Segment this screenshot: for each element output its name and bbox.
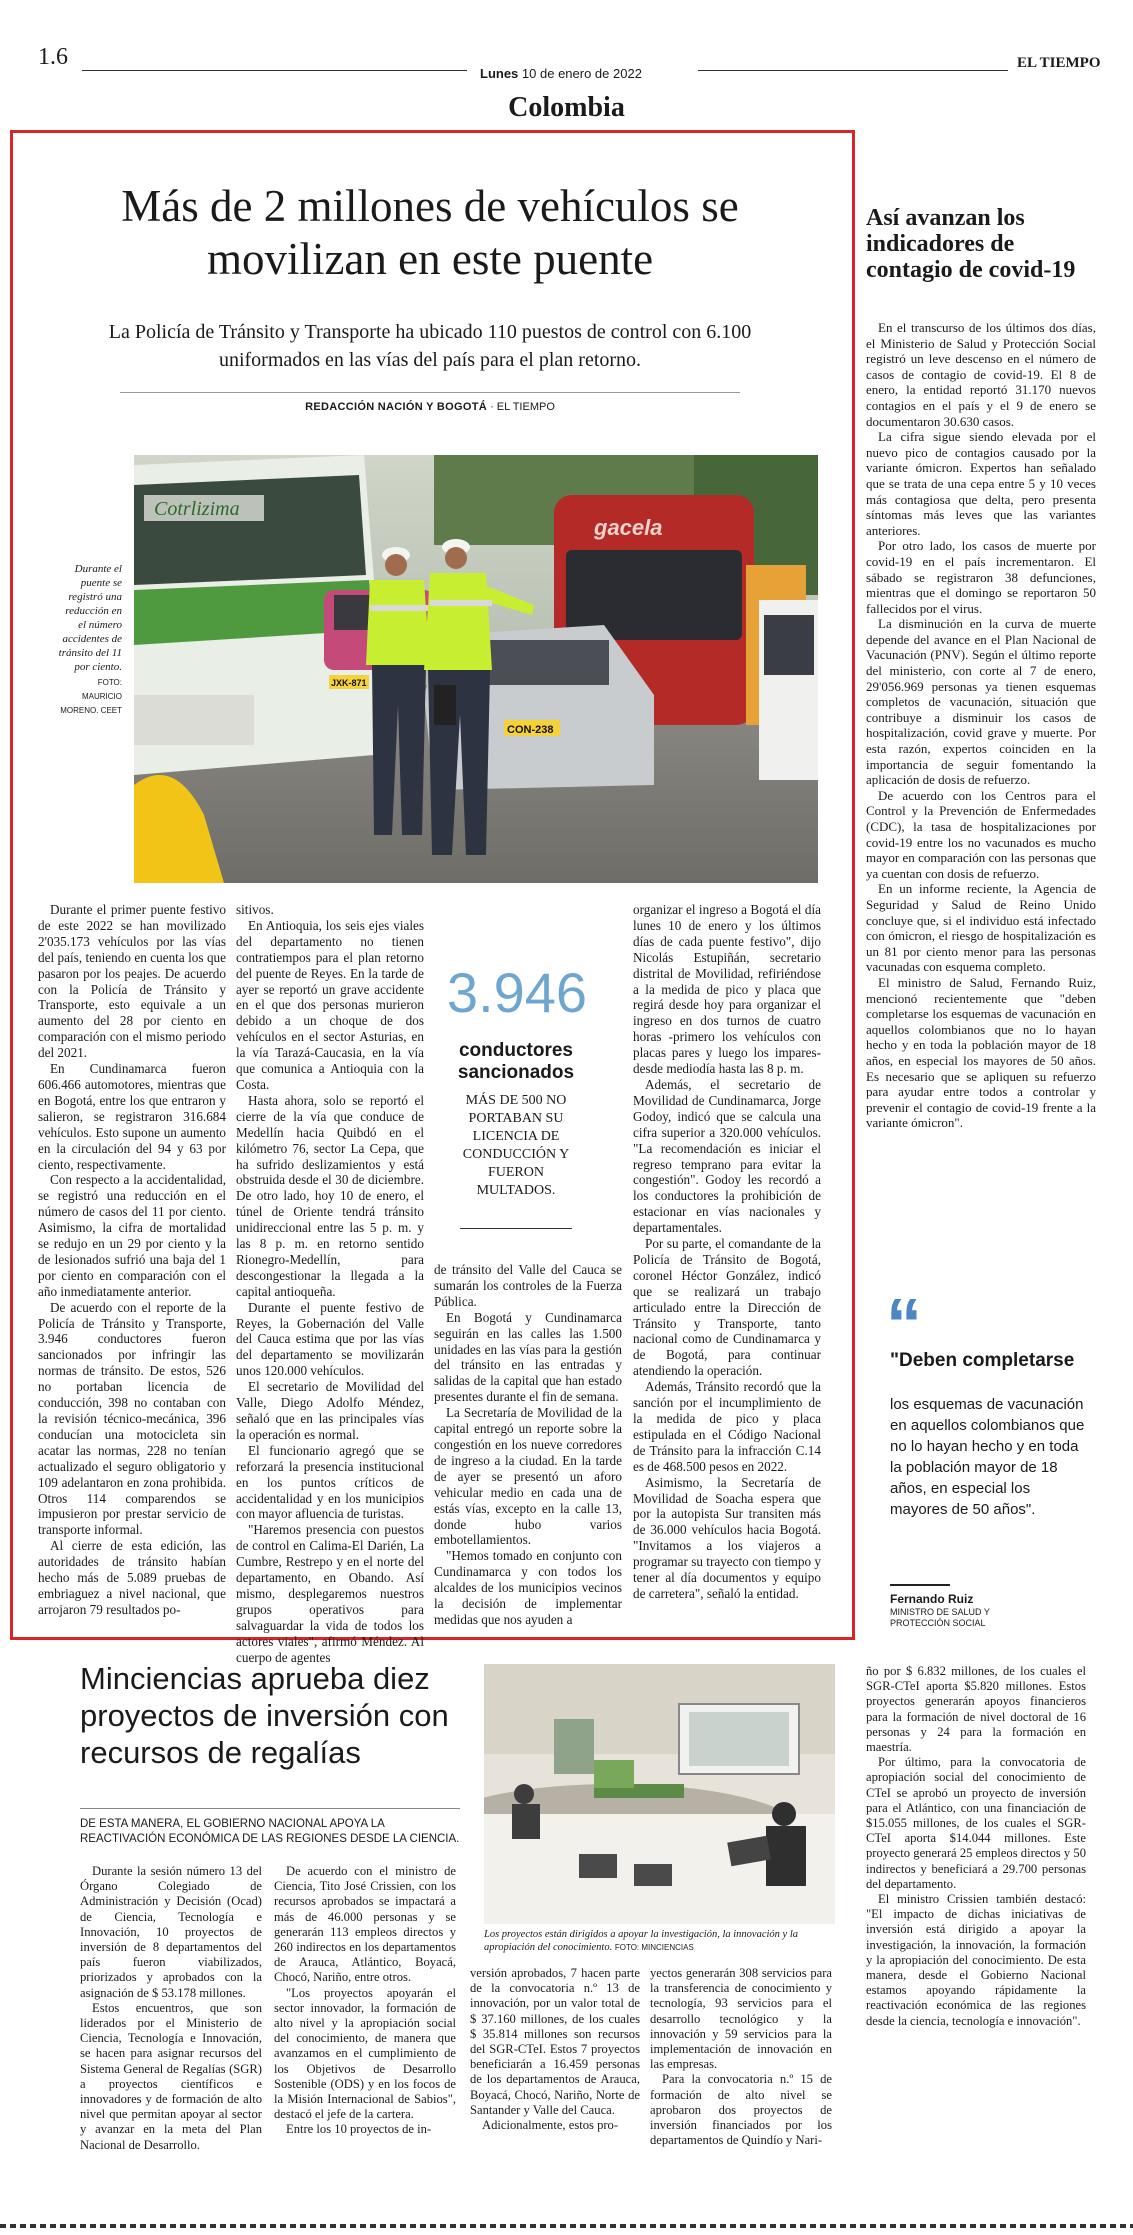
sidebar-body — [866, 320, 1096, 1131]
bus-sign-2: gacela — [594, 515, 663, 540]
story2-column-2 — [274, 1864, 456, 2138]
paragraph: Durante la sesión número 13 del Órgano Colegiado de Administración y Decisión (Ocad) de Ciencia, Tecnología e Innovación, 10 proyectos de inversión de 8 departamentos del país fueron viabilizados, priorizados y aprobados con la asignación de $ 53.178 millones. — [80, 1864, 262, 2000]
main-column-1 — [38, 902, 226, 1618]
pull-quote-name: Fernando Ruiz — [890, 1592, 974, 1606]
paragraph: "Hemos tomado en conjunto con Cundinamarca y con todos los alcaldes de los municipios vecinos la decisión de implementar medidas que nos ayuden a — [434, 1548, 622, 1627]
story2-photo-caption — [484, 1928, 835, 1954]
section-title: Colombia — [508, 92, 625, 123]
brand-logo: EL TIEMPO — [1017, 55, 1101, 71]
story2-column-3 — [470, 1966, 640, 2133]
paragraph: De acuerdo con los Centros para el Control y la Prevención de Enfermedades (CDC), la tasa de hospitalizaciones por covid-19 entre los no vacunados es mucho mayor en comparación con las personas que ya cuentan con dosis de refuerzo. — [866, 787, 1096, 881]
paragraph: Al cierre de esta edición, las autoridades de tránsito habían hecho más de 5.089 pruebas de embriaguez a nivel nacional, que arrojaron 79 resultados po- — [38, 1538, 226, 1617]
paragraph: En Cundinamarca fueron 606.466 automotores, mientras que en Bogotá, entre los que entraron y salieron, se registraron 316.684 vehículos. Esto supone un aumento en la circulación del 94 y 63 por ciento, respectivamente. — [38, 1061, 226, 1172]
page-number: 1.6 — [38, 44, 68, 70]
paragraph: Hasta ahora, solo se reportó el cierre de la vía que conduce de Medellín hacia Quibdó en el kilómetro 76, sector La Cepa, que ha sufrido deslizamientos y está obstruida desde el 30 de diciembre. De otro lado, hoy 10 de enero, el túnel de Oriente tendrá tránsito unidireccional entre las 5 p. m. y las 8 p. m. en retorno sentido Rionegro-Medellín, para descongestionar la llegada a la capital antioqueña. — [236, 1092, 424, 1299]
paragraph: El secretario de Movilidad del Valle, Diego Adolfo Méndez, señaló que en las principales vías la operación es normal. — [236, 1379, 424, 1442]
paragraph: Durante el primer puente festivo de este 2022 se han movilizado 2'035.173 vehículos por las vías del país, teniendo en cuenta los que pasaron por los peajes. De acuerdo con la Policía de Tránsito y Transporte, esto equivale a un aumento del 28 por ciento en comparación con el mismo periodo del 2021. — [38, 902, 226, 1061]
main-deck: La Policía de Tránsito y Transporte ha ubicado 110 puestos de control con 6.100 uniformados en las vías del país para el plan retorno. — [108, 321, 752, 371]
paragraph: El ministro Crissien también destacó: "El impacto de dichas iniciativas de inversión está dirigido a apoyar la investigación, la innovación, la formación y la apropiación del conocimiento. De esta manera, desde el Gobierno Nacional estamos apoyando rápidamente la reactivación económica de las regiones desde la ciencia, tecnología e innovación". — [866, 1892, 1086, 2028]
byline — [120, 392, 740, 413]
paragraph: En el transcurso de los últimos dos días, el Ministerio de Salud y Protección Social registró un leve descenso en el número de casos de contagio de covid-19. El 8 de enero, la entidad reportó 31.170 nuevos contagios en el país y el 9 de enero se documentaron 30.630 casos. — [866, 320, 1096, 429]
main-headline: Más de 2 millones de vehículos se movilizan en este puente — [121, 181, 739, 284]
paragraph: de tránsito del Valle del Cauca se sumarán los controles de la Fuerza Pública. — [434, 1262, 622, 1309]
story2-column-5 — [866, 1664, 1086, 2029]
pull-quote-title: "Deben completarse — [890, 1350, 1075, 1371]
header-rule-left — [82, 70, 467, 71]
paragraph: Para la convocatoria n.º 15 de formación de alto nivel se aprobaron dos proyectos de inversión financiados por los departamentos de Quindío y Nari- — [650, 2072, 832, 2148]
byline-outlet: · EL TIEMPO — [490, 401, 555, 413]
story2-deck: DE ESTA MANERA, EL GOBIERNO NACIONAL APOYA LA REACTIVACIÓN ECONÓMICA DE LAS REGIONES DESDE LA CIENCIA. — [80, 1808, 460, 1847]
plate-2: CON-238 — [507, 724, 554, 736]
paragraph: El funcionario agregó que se reforzará la presencia institucional en los puntos críticos de accidentalidad y en los municipios con mayor afluencia de turistas. — [236, 1442, 424, 1522]
paragraph: En un informe reciente, la Agencia de Seguridad y Salud de Reino Unido concluye que, si el individuo está infectado con ómicron, el riesgo de hospitalización es un 81 por ciento menor para las personas vacunadas con esquema completo. — [866, 881, 1096, 975]
page-edge — [0, 2224, 1133, 2228]
paragraph: Con respecto a la accidentalidad, se registró una reducción en el número de casos del 11 por ciento. Asimismo, la cifra de mortalidad se redujo en un 29 por ciento y la de lesionados sufrió una baja del 1 por ciento en comparación con el año inmediatamente anterior. — [38, 1172, 226, 1299]
photo-credit: FOTO: MAURICIO MORENO. CEET — [60, 678, 122, 715]
pull-quote-body: los esquemas de vacunación en aquellos colombianos que no lo hayan hecho y en toda la población mayor de 18 años, en especial los mayores de 50 años". — [890, 1396, 1085, 1518]
pull-quote-role: MINISTRO DE SALUD Y PROTECCIÓN SOCIAL — [890, 1607, 990, 1628]
date-rest: 10 de enero de 2022 — [521, 66, 642, 81]
paragraph: organizar el ingreso a Bogotá el día lunes 10 de enero y los últimos días de cada puente festivo", dijo Nicolás Estupiñán, secretario distrital de Movilidad, refiriéndose a la medida de pico y placa que regirá desde hoy para organizar el ingreso en dos turnos de cuatro horas -primero los vehículos con placas pares y luego los impares- desde mediodía hasta las 8 p. m. — [633, 902, 821, 1077]
traffic-police-photo — [134, 455, 818, 883]
meeting-illustration — [484, 1664, 835, 1924]
stat-label: conductores sancionados — [457, 1040, 575, 1083]
story2-photo-credit: FOTO: MINCIENCIAS — [614, 1943, 694, 1952]
traffic-police-illustration — [134, 455, 818, 883]
dateline — [480, 66, 642, 81]
story2-column-4 — [650, 1966, 832, 2148]
story2-column-1 — [80, 1864, 262, 2153]
main-column-3 — [434, 1262, 622, 1628]
paragraph: La disminución en la curva de muerte depende del avance en el Plan Nacional de Vacunación (PNV). Según el último reporte del ministerio, con corte al 7 de enero, 29'056.969 personas ya tienen esquemas completos de vacunación, situación que contribuye a disminuir los casos de hospitalización, covid grave y muerte. Por esta razón, expertos coinciden en la importancia de seguir fomentando la aplicación de dosis de refuerzo. — [866, 616, 1096, 788]
stat-rule — [460, 1228, 572, 1229]
paragraph: Estos encuentros, que son liderados por el Ministerio de Ciencia, Tecnología e Innovación, se hacen para asignar recursos del Sistema General de Regalías (SGR) a proyectos científicos e innovadores y de formación de alto nivel que permitan apoyar al sector y avanzar en la meta del Plan Nacional de Desarrollo. — [80, 2000, 262, 2152]
paragraph: Asimismo, la Secretaría de Movilidad de Soacha espera que por la autopista Sur transiten más de 36.000 vehículos hacia Bogotá. "Invitamos a los viajeros a programar su trayecto con tiempo y tener al día documentos y equipo de carretera", señaló la entidad. — [633, 1474, 821, 1601]
header-rule-right — [698, 70, 1008, 71]
plate-1: JXK-871 — [331, 678, 367, 688]
main-column-2 — [236, 902, 424, 1666]
photo-caption-text: Durante el puente se registró una reducción en el número accidentes de tránsito del 11 por ciento. — [58, 563, 122, 673]
paragraph: Durante el puente festivo de Reyes, la Gobernación del Valle del Cauca estima que por las vías del departamento se movilizarán unos 120.000 vehículos. — [236, 1299, 424, 1379]
sidebar-title: Así avanzan los indicadores de contagio de covid-19 — [866, 205, 1076, 283]
meeting-photo — [484, 1664, 835, 1924]
stat-number: 3.946 — [446, 961, 588, 1024]
main-column-4 — [633, 902, 821, 1602]
paragraph: El ministro de Salud, Fernando Ruiz, mencionó recientemente que "deben completarse los esquemas de vacunación en aquellos colombianos que no lo hayan hecho y en toda la población mayor de 18 años, en especial los mayores de 50 años. Es necesario que se apliquen su refuerzo para ayudar entre todos a controlar y prevenir el contagio de covid-19 frente a la variante ómicron". — [866, 974, 1096, 1131]
paragraph: La Secretaría de Movilidad de la capital entregó un reporte sobre la congestión en los nueve corredores de ingreso a la ciudad. En la tarde de ayer se presentó un aforo vehicular medio en cada una de estás vías, excepto en la calle 13, donde hubo varios embotellamientos. — [434, 1405, 622, 1548]
story2-headline: Minciencias aprueba diez proyectos de inversión con recursos de regalías — [80, 1661, 449, 1770]
paragraph: "Los proyectos apoyarán el sector innovador, la formación de alto nivel y la apropiación social del conocimiento, de manera que avanzamos en el cumplimiento de los Objetivos de Desarrollo Sostenible (ODS) y en los focos de la Misión Internacional de Sabios", destacó el jefe de la cartera. — [274, 1985, 456, 2122]
paragraph: Adicionalmente, estos pro- — [482, 2118, 619, 2133]
pull-quote-rule — [890, 1584, 950, 1586]
paragraph: versión aprobados, 7 hacen parte de la convocatoria n.º 13 de innovación, por un valor total de $ 37.160 millones, de los cuales $ 35.814 millones son recursos del SGR-CTeI. Estos 7 proyectos beneficiarán a 16.459 personas de los departamentos de Arauca, Boyacá, Chocó, Nariño, Norte de Santander y Valle del Cauca. — [470, 1966, 640, 2117]
paragraph: Entre los 10 proyectos de in- — [286, 2122, 432, 2137]
paragraph: En Bogotá y Cundinamarca seguirán en las calles las 1.500 unidades en las vías para la gestión del tránsito en las entradas y salidas de la capital que han estado presentes durante el fin de semana. — [434, 1309, 622, 1405]
paragraph: Por último, para la convocatoria de apropiación social del conocimiento de CTeI se aprobó un proyecto de inversión para el Atlántico, con una financiación de $15.055 millones, de los cuales el SGR-CTeI aporta $14.044 millones. Este proyecto generará 25 empleos directos y 50 indirectos y beneficiará a 29.700 personas del departamento. — [866, 1755, 1086, 1891]
photo-caption — [58, 562, 122, 718]
paragraph: De acuerdo con el ministro de Ciencia, Tito José Crissien, con los recursos aprobados se impactará a más de 46.000 personas y se generarán 113 empleos directos y 260 indirectos en los departamentos de Arauca, Atlántico, Boyacá, Chocó, Nariño, entre otros. — [274, 1864, 456, 1985]
paragraph: En Antioquia, los seis ejes viales del departamento no tienen contratiempos para el plan retorno del puente de Reyes. En la tarde de ayer se reportó un grave accidente en el que dos personas murieron debido a un choque de dos vehículos en el sector Asturias, en la vía Tarazá-Caucasia, en la vía que comunica a Antioquia con la Costa. — [236, 917, 424, 1092]
paragraph: sitivos. — [236, 902, 274, 917]
paragraph: "Haremos presencia con puestos de control en Calima-El Darién, La Cumbre, Restrepo y en el norte del departamento, en Obando. Así mismo, desplegaremos nuestros grupos operativos para salvaguardar la vida de todos los actores viales", afirmó Méndez. Al cuerpo de agentes — [236, 1522, 424, 1665]
paragraph: Además, el secretario de Movilidad de Cundinamarca, Jorge Godoy, indicó que se calcula una cifra superior a 320.000 vehículos. "La recomendación es iniciar el regreso temprano para evitar la congestión". Godoy les recordó a los conductores la prohibición de estacionar en vías nacionales y departamentales. — [633, 1076, 821, 1236]
paragraph: De acuerdo con el reporte de la Policía de Tránsito y Transporte, 3.946 conductores fueron sancionados por infringir las normas de tránsito. De estos, 526 no portaban licencia de conducción, 398 no contaban con la revisión técnico-mecánica, 396 conducían una motocicleta sin acatar las normas, 228 no tenían actualizado el seguro obligatorio y 109 adelantaron en zona prohibida. Otros 114 comparendos se impusieron por prestar servicio de transporte informal. — [38, 1299, 226, 1538]
date-day: Lunes — [480, 66, 519, 81]
paragraph: ño por $ 6.832 millones, de los cuales el SGR-CTeI aporta $5.820 millones. Estos proyectos generarán apoyos financieros para la formación de nivel doctoral de 16 personas y 24 para la formación en maestría. — [866, 1664, 1086, 1755]
bus-sign-1: Cotrlizima — [154, 498, 240, 520]
byline-label: REDACCIÓN NACIÓN Y BOGOTÁ — [305, 401, 488, 413]
quote-icon: “ — [886, 1285, 922, 1365]
paragraph: La cifra sigue siendo elevada por el nuevo pico de contagios causado por la variante ómicron. Expertos han señalado que se trata de una cepa entre 5 y 10 veces más contagiosa que delta, pero presenta síntomas más leves que las variantes anteriores. — [866, 429, 1096, 538]
paragraph: yectos generarán 308 servicios para la transferencia de conocimiento y tecnología, 93 servicios para el desarrollo tecnológico y la innovación y 59 servicios para la implementación de innovación en las empresas. — [650, 1966, 832, 2072]
paragraph: Además, Tránsito recordó que la sanción por el incumplimiento de la medida de pico y placa estipulada en el Código Nacional de Tránsito para la infracción C.14 es de 468.500 pesos en 2022. — [633, 1379, 821, 1474]
stat-description: MÁS DE 500 NO PORTABAN SU LICENCIA DE CONDUCCIÓN Y FUERON MULTADOS. — [462, 1093, 570, 1198]
paragraph: Por otro lado, los casos de muerte por covid-19 en el país incrementaron. El sábado se registraron 38 defunciones, mientras que el domingo se reportaron 50 fallecidos por el virus. — [866, 538, 1096, 616]
story2-caption-text: Los proyectos están dirigidos a apoyar la investigación, la innovación y la apropiación del conocimiento. — [484, 1929, 798, 1953]
paragraph: Por su parte, el comandante de la Policía de Tránsito de Bogotá, coronel Héctor González, indicó que se realizará un trabajo articulado entre la Dirección de Tránsito y Transporte, tanto nacional como de Cundinamarca y de Bogotá, para continuar atendiendo la operación. — [633, 1236, 821, 1379]
